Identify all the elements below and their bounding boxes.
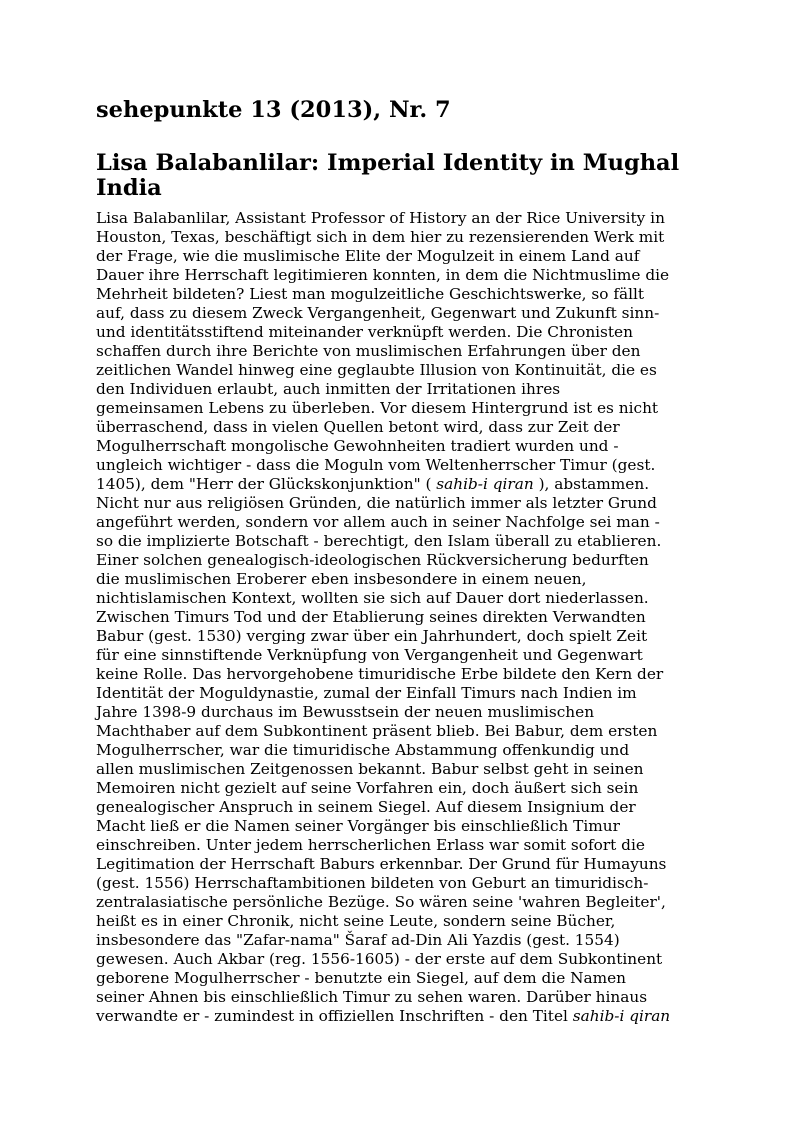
body-line: zentralasiatische persönliche Bezüge. So wären seine 'wahren Begleiter', (96, 893, 666, 911)
body-line (96, 1007, 708, 1026)
body-line: seiner Ahnen bis einschließlich Timur zu sehen waren. Darüber hinaus (96, 988, 648, 1006)
body-line: Legitimation der Herrschaft Baburs erkennbar. Der Grund für Humayuns (96, 855, 667, 873)
body-line: schaffen durch ihre Berichte von muslimischen Erfahrungen über den (96, 342, 641, 360)
body-line: angeführt werden, sondern vor allem auch in seiner Nachfolge sei man - (96, 513, 660, 531)
body-line: so die implizierte Botschaft - berechtigt, den Islam überall zu etablieren. (96, 532, 662, 550)
body-line: Jahre 1398-9 durchaus im Bewusstsein der neuen muslimischen (96, 703, 595, 721)
body-line: Mogulherrscher, war die timuridische Abstammung offenkundig und (96, 741, 630, 759)
body-line: Mogulherrschaft mongolische Gewohnheiten tradiert wurden und - (96, 437, 619, 455)
body-line: für eine sinnstiftende Verknüpfung von Vergangenheit und Gegenwart (96, 646, 643, 664)
body-line: heißt es in einer Chronik, nicht seine Leute, sondern seine Bücher, (96, 912, 616, 930)
body-line: und identitätsstiftend miteinander verknüpft werden. Die Chronisten (96, 323, 633, 341)
body-line: Houston, Texas, beschäftigt sich in dem hier zu rezensierenden Werk mit (96, 228, 665, 246)
body-line: Nicht nur aus religiösen Gründen, die natürlich immer als letzter Grund (96, 494, 657, 512)
body-line: (gest. 1556) Herrschaftambitionen bildeten von Geburt an timuridisch- (96, 874, 649, 892)
italic-term: sahib-i qiran (436, 475, 534, 493)
body-line: genealogischer Anspruch in seinem Siegel. Auf diesem Insignium der (96, 798, 636, 816)
body-line: Memoiren nicht gezielt auf seine Vorfahren ein, doch äußert sich sein (96, 779, 639, 797)
body-line: Zwischen Timurs Tod und der Etablierung seines direkten Verwandten (96, 608, 646, 626)
review-body (96, 209, 708, 1026)
body-line: Macht ließ er die Namen seiner Vorgänger bis einschließlich Timur (96, 817, 620, 835)
article-title-line: Lisa Balabanlilar: Imperial Identity in Mughal (96, 150, 680, 176)
body-line: ungleich wichtiger - dass die Moguln vom Weltenherrscher Timur (gest. (96, 456, 656, 474)
body-line-text: ), abstammen. (533, 475, 650, 493)
body-line: Identität der Moguldynastie, zumal der Einfall Timurs nach Indien im (96, 684, 637, 702)
body-line: auf, dass zu diesem Zweck Vergangenheit, Gegenwart und Zukunft sinn- (96, 304, 660, 322)
body-line: nichtislamischen Kontext, wollten sie sich auf Dauer dort niederlassen. (96, 589, 649, 607)
body-line: Dauer ihre Herrschaft legitimieren konnten, in dem die Nichtmuslime die (96, 266, 670, 284)
body-line: insbesondere das "Zafar-nama" Šaraf ad-Din Ali Yazdis (gest. 1554) (96, 931, 620, 949)
body-line: zeitlichen Wandel hinweg eine geglaubte Illusion von Kontinuität, die es (96, 361, 657, 379)
body-line-text: 1405), dem "Herr der Glückskonjunktion" ( (96, 475, 437, 493)
body-line: keine Rolle. Das hervorgehobene timuridische Erbe bildete den Kern der (96, 665, 664, 683)
body-line: einschreiben. Unter jedem herrscherlichen Erlass war somit sofort die (96, 836, 645, 854)
body-line: überraschend, dass in vielen Quellen betont wird, dass zur Zeit der (96, 418, 620, 436)
journal-heading: sehepunkte 13 (2013), Nr. 7 (96, 97, 451, 123)
body-line: den Individuen erlaubt, auch inmitten der Irritationen ihres (96, 380, 561, 398)
body-line: Lisa Balabanlilar, Assistant Professor of History an der Rice University in (96, 209, 665, 227)
italic-term: sahib-i qiran (572, 1007, 671, 1025)
body-line-text: verwandte er - zumindest in offiziellen Inschriften - den Titel (96, 1007, 573, 1025)
body-line: geborene Mogulherrscher - benutzte ein Siegel, auf dem die Namen (96, 969, 627, 987)
body-line: Babur (gest. 1530) verging zwar über ein Jahrhundert, doch spielt Zeit (96, 627, 648, 645)
body-line: allen muslimischen Zeitgenossen bekannt. Babur selbst geht in seinen (96, 760, 644, 778)
body-line: Einer solchen genealogisch-ideologischen Rückversicherung bedurften (96, 551, 649, 569)
body-line: Mehrheit bildeten? Liest man mogulzeitliche Geschichtswerke, so fällt (96, 285, 645, 303)
body-line: gewesen. Auch Akbar (reg. 1556-1605) - der erste auf dem Subkontinent (96, 950, 663, 968)
body-line: gemeinsamen Lebens zu überleben. Vor diesem Hintergrund ist es nicht (96, 399, 659, 417)
body-line: der Frage, wie die muslimische Elite der Mogulzeit in einem Land auf (96, 247, 640, 265)
body-line (96, 475, 708, 494)
article-title (96, 151, 708, 201)
body-line: Machthaber auf dem Subkontinent präsent blieb. Bei Babur, dem ersten (96, 722, 658, 740)
body-line: die muslimischen Eroberer eben insbesondere in einem neuen, (96, 570, 587, 588)
article-title-line: India (96, 175, 162, 201)
